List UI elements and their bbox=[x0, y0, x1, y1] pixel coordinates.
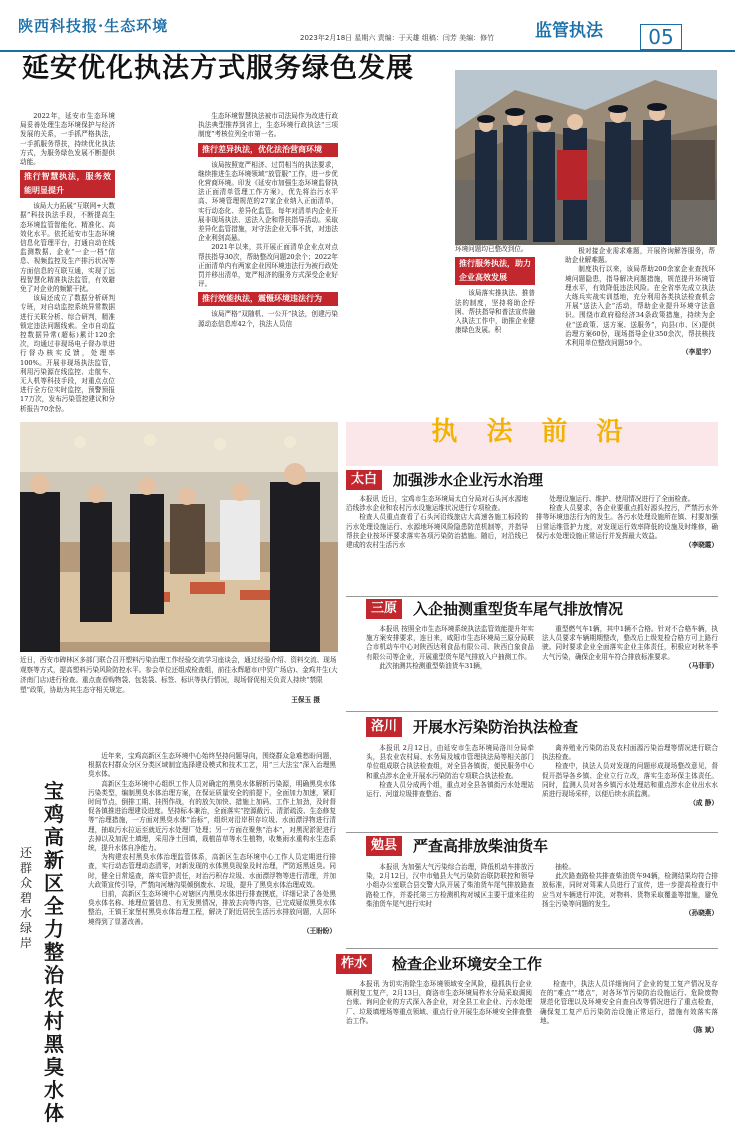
brief-body-left bbox=[346, 980, 532, 1026]
paragraph: 该局严格“双随机、一公开”执法，创建污染源动态信息库42个，执法人员信 bbox=[198, 310, 338, 328]
divider bbox=[346, 711, 718, 712]
issue-meta: 2023年2月18日 星期六 责编：于天雄 组稿：闫芳 美编：修竹 bbox=[300, 34, 495, 42]
brief-body-left bbox=[366, 744, 534, 799]
brief-title-taibai: 加强涉水企业污水治理 bbox=[393, 471, 544, 489]
paragraph: 检查中，执法人员详细询问了企业的复工复产情况及存在的“难点”“堵点”，对各环节污染防治设施运行、危险废物规范化管理以及环境安全自查自改等情况进行了重点检查，确保复工复产后污染防治设施正常运行，措施有效落实落地。 bbox=[540, 980, 718, 1025]
brief-tag-sanyuan: 三原 bbox=[366, 599, 402, 619]
section-title: 监管执法 bbox=[535, 21, 603, 41]
paragraph: 环境问题均已整改到位。 bbox=[455, 245, 528, 254]
paper-name: 陕西科技报·生态环境 bbox=[18, 17, 169, 35]
enforcement-banner bbox=[346, 417, 718, 466]
market-inspection-photo bbox=[20, 422, 338, 652]
brief-title-mianxian: 严查高排放柴油货车 bbox=[413, 837, 549, 855]
paragraph: 处理设施运行、维护、使用情况进行了全面检查。 bbox=[549, 495, 695, 503]
feature-body bbox=[88, 752, 336, 936]
brief-body-right bbox=[542, 625, 718, 671]
byline: （李星宇） bbox=[682, 348, 715, 357]
byline: （马菲菲） bbox=[685, 661, 718, 670]
byline: （孙晓燕） bbox=[685, 909, 718, 918]
paragraph: 该局大力拓展“互联网+大数据”科技执法手段，不断提高生态环境监管智能化、精准化、高效化水平。依托延安市生态环境信息化管理平台，打通自动在线监测数据、企业“一企一档”信息、视频监控及生产排污状况等方面信息的互联互通，实现了远程智慧化精准执法监管，有效避免了对企业的频繁干扰。 bbox=[20, 202, 115, 294]
paragraph: 本报讯 2月12日，由延安市生态环境局洛川分局牵头，县农业农村局、水务局及城市管理执法局等相关部门单位组成联合执法检查组，对全县各镇街，便民服务中心和重点涉水企业开展水污染防治专项联合执法检查。 bbox=[366, 744, 534, 780]
paragraph: 此次路查路检共排查柴油货车94辆，检测结果均符合排放标准，同时对驾乘人员进行了宣传，进一步提高检查行中应当对车辆进行冲洗，对物料、货物采取覆盖等措施，避免扬尘污染等问题的发生。 bbox=[542, 872, 718, 908]
photo-caption bbox=[20, 655, 338, 705]
byline: （陈 斌） bbox=[689, 1026, 718, 1035]
lead-headline: 延安优化执法方式服务绿色发展 bbox=[22, 53, 414, 84]
paragraph: 目前，高新区生态环境中心对辖区内黑臭水体进行排查摸底，详细记录了各处黑臭水体名称、地理位置信息、有无发黑情况，排放去向等内容，已完成疑似黑臭水体整治，王镇王家堡村黑臭水体治理工程，解决了附近居民生活污水排放问题，人居环境得到了显著改善。 bbox=[88, 890, 336, 926]
subheading: 推行服务执法，助力企业高效发展 bbox=[455, 257, 535, 285]
brief-body-left bbox=[366, 625, 534, 671]
paragraph: 该局还成立了数据分析研判专班，对自动监控系统异常数据进行关联分析、综合研判，精准锁定违法问题线索。全市自动监控数据异常(超标)累计120余次，均通过非现场电子督办单进行督办核实反馈，处理率100%。开展非现场执法监管，利用污染源在线监控、走航车、无人机等科技手段，对重点点位进行全方位实时监控，预警预报17万次，发布污染管控建议和分析报告70余份。 bbox=[20, 294, 115, 413]
paragraph: 本报讯 按照全市生态环境系统执法监管效能提升年实施方案安排要求，连日来，咸阳市生态环境局三原分局联合市机动车中心对陕西达利食品有限公司、陕西白象食品有限公司等企业，开展重型货车尾气排放入户抽测工作。 bbox=[366, 625, 534, 661]
paragraph: 2022年，延安市生态环境局妥善处理生态环境保护与经济发展的关系，一手抓严格执法，一手抓服务帮扶，持续优化执法方式，为服务绿色发展不断提供动能。 bbox=[20, 112, 115, 167]
brief-body-right bbox=[540, 980, 718, 1035]
paragraph: 该局按照宽严相济、过罚相当的执法要求，继续推进生态环境领域“放管服”工作，进一步优化营商环境。印发《延安市加强生态环境监督执法正面清单管理工作方案》，优先将治污水平高、环境管理规范的27家企业纳入正面清单，实行动态化、差异化监管。每年对清单内企业开展非现场执法、送法入企和帮扶指导活动。采取差异化监管措施，对守法企业无事不扰，对违法企业利剑高悬。 bbox=[198, 160, 338, 243]
brief-body-left bbox=[346, 495, 528, 550]
feature-title: 宝鸡高新区全力整治农村黑臭水体 bbox=[44, 779, 64, 1125]
market-inspection-art bbox=[20, 422, 338, 652]
paragraph: 检查人员分成两个组，重点对全县各镇街污水处理站运行、河道垃圾排查整治、畜 bbox=[366, 780, 534, 799]
brief-tag-luochuan: 洛川 bbox=[366, 717, 402, 737]
lead-col-4 bbox=[565, 247, 715, 357]
divider bbox=[346, 832, 718, 833]
brief-tag-zhashui: 柞水 bbox=[336, 954, 372, 974]
divider bbox=[346, 948, 718, 949]
lead-col-2 bbox=[198, 112, 338, 329]
officers-photo bbox=[455, 70, 717, 245]
subheading: 推行效能执法，震慑环境违法行为 bbox=[198, 292, 338, 306]
lead-col-1 bbox=[20, 112, 115, 414]
paragraph: 禽养殖业污染防治及农村面源污染治理等情况进行联合执法检查。 bbox=[542, 744, 718, 762]
brief-body-right bbox=[542, 863, 718, 918]
enforcement-banner-title: 执 法 前 沿 bbox=[431, 417, 633, 447]
paragraph: 生态环境智慧执法被市司法局作为改进行政执法典型推荐到省上，生态环境行政执法“三项制度”考核位列全市第一名。 bbox=[198, 112, 338, 139]
brief-body-left bbox=[366, 863, 534, 909]
paragraph: 该局落实推执法、推普法的制度，坚持将助企纾困、帮扶指导和普法宣传融入执法工作中，助推企业健康绿色发展。积 bbox=[455, 289, 535, 335]
paragraph: 2021年以来，共开展正面清单企业点对点帮扶指导30次，帮助整改问题20余个；2022年正面清单内有两家企业因环境违法行为被行政处罚并移出清单，宽严相济的服务方式深受企业好评。 bbox=[198, 243, 338, 289]
brief-tag-taibai: 太白 bbox=[346, 470, 382, 490]
subheading: 推行智慧执法，服务效能明显提升 bbox=[20, 170, 115, 198]
paragraph: 制度执行以来，该局帮助200余家企业查找环境问题隐患，指导解决问题措施，规范提升环境管理水平，有效降低违法风险。在全省率先成立执法大练兵实战实训基地，充分利用各类执法检查机会开展“送法入企”活动，帮助企业提升环境守法意识。围绕市政府稳经济34条政策措施，持续为企业“送政策、送方案、送服务”，向县(市、区)提供治理方案60份，现场指导企业350余次，帮扶核技术利用单位整改问题59个。 bbox=[565, 265, 715, 348]
paragraph: 此次抽测共检测重型柴油货车31辆， bbox=[379, 661, 487, 670]
paragraph: 近年来，宝鸡高新区生态环境中心始终坚持问题导向，围绕群众急难愁盼问题，根据农村群众分区分类区域制宜选择建设模式和技术工艺，用“三大法宝”深入治理黑臭水体。 bbox=[88, 752, 336, 779]
paragraph: 本报讯 为切实消除生态环境领域安全风险，稳抓执行企业顺利复工复产，2月13日，商洛市生态环境局柞水分局采取调阅台账、询问企业的方式深入各企业，对全县工业企业、污水处理厂、垃圾填埋场等重点领域、重点行业开展生态环境安全排查整治工作。 bbox=[346, 980, 532, 1025]
paragraph: 检查人员重点查看了石头河沿线旅店大高速各施工标段的污水处理设施运行、水源地环境风险隐患防范机制等，并指导帮扶企业按环评要求落实各项污染防治措施。随后，对沿线已建成的农村生活污水 bbox=[346, 513, 528, 550]
caption-text: 近日，西安市碑林区多部门联合召开塑料污染治理工作经验交流学习座谈会，通过经验介绍、资料交流、现场观察等方式，提高塑料污染风险防控水平。参会单位还组成检查组，前往永辉超市(中贸广场店)、金鸡井生(大济南门店)进行检查。重点查看购物袋、包装袋、标签、标识等执行情况，现场督促相关负责人持续“禁限塑”政策，协助为其生态守相关规定。 bbox=[20, 656, 338, 694]
paragraph: 本报讯 为加强大气污染综合治理，降低机动车排放污染，2月12日，汉中市勉县大气污染防治联防联控和领导小组办公室联合县交警大队开展了柴油货车尾气排放路查路检工作，并委托第三方检测机构对城区主要干道来往的柴油货车尾气进行实时 bbox=[366, 863, 534, 908]
brief-body-right bbox=[536, 495, 718, 550]
brief-title-luochuan: 开展水污染防治执法检查 bbox=[413, 718, 579, 736]
paragraph: 本报讯 近日，宝鸡市生态环境局太白分局对石头河水源地沿线涉水企业和农村污水设施运维状况进行专项检查。 bbox=[346, 495, 528, 513]
subheading: 推行差异执法，优化法治营商环境 bbox=[198, 143, 338, 157]
paragraph: 抽检。 bbox=[555, 863, 575, 871]
feature-subtitle: 还群众碧水绿岸 bbox=[20, 846, 33, 950]
byline: （王盼盼） bbox=[303, 926, 336, 935]
photo-credit: 王保玉 摄 bbox=[291, 696, 320, 704]
brief-tag-mianxian: 勉县 bbox=[366, 836, 402, 856]
paragraph: 检查中，执法人员对发现的问题形成现场整改意见，督促开指导各乡镇、企业立行立改，落实生态环保主体责任。同时，监测人员对各乡镇污水处理站和重点涉水企业出水水质进行现场采样，以便后续水质监测。 bbox=[542, 762, 718, 799]
paragraph: 为构建农村黑臭水体治理监管体系，高新区生态环境中心工作人员定期进行排查，实行动态管理动态清零，对新发现的水体黑臭现象及时治理，严防返黑返臭。同时，健全日常巡查，落实管护责任，对治污积存垃圾、水面漂浮物等进行清理，并加大政策宣传引导，严禁向河塘沟渠倾倒废水、垃圾，提升了黑臭水体治理成效。 bbox=[88, 853, 336, 889]
byline: （李晓霞） bbox=[685, 541, 718, 550]
paragraph: 高新区生态环境中心组织工作人员对确定的黑臭水体解析污染源，明确黑臭水体污染类型，编制黑臭水体治理方案，在保证质量安全的前提下，全面加力加速，紧盯时间节点，倒排工期、挂图作战，有的放矢加快、措施上加码、工作上加劲，及时督促各镇推进治理建设进度。坚持标本兼治，全面落实“控源截污、清淤疏浚、生态修复等”治理措施，一方面对黑臭水体“治标”，组织对沿岸积存垃圾、水面漂浮物进行清理，抽取污水拉运至就近污水处理厂处理；另一方面在聚焦“治本”，对黑泥淤泥进行去掉以及加泥土填埋，采用净土回填，栽植苗草等水生植物，收集雨水重构水生态系统，提升水体自净能力。 bbox=[88, 779, 336, 853]
byline: （成 静） bbox=[689, 799, 718, 808]
paragraph: 重型燃气车1辆，其中1辆不合格。针对不合格车辆，执法人员要求车辆期期整改，整改后上级复检合格方可上路行驶。同时要求企业全面落实企业主体责任，积极应对秋冬季大气污染，确保企业用车符合排放标准要求。 bbox=[542, 625, 718, 661]
paragraph: 极对接企业需求难题，开展咨询解答服务，帮助企业解难题。 bbox=[565, 247, 715, 265]
page-number: 05 bbox=[640, 24, 682, 50]
officers-photo-art bbox=[455, 70, 717, 245]
brief-title-sanyuan: 入企抽测重型货车尾气排放情况 bbox=[413, 600, 624, 618]
brief-title-zhashui: 检查企业环境安全工作 bbox=[392, 955, 543, 973]
paragraph: 检查人员要求，各企业要重点抓好源头控污，严禁污水外排等环境违法行为的发生。各污水处理设施所在镇、村要加强日常运维管护力度，对发现运行效率降低的设施及时维修，确保污水处理设施正常运行并发挥最大效益。 bbox=[536, 504, 718, 540]
divider bbox=[346, 596, 718, 597]
brief-body-right bbox=[542, 744, 718, 808]
